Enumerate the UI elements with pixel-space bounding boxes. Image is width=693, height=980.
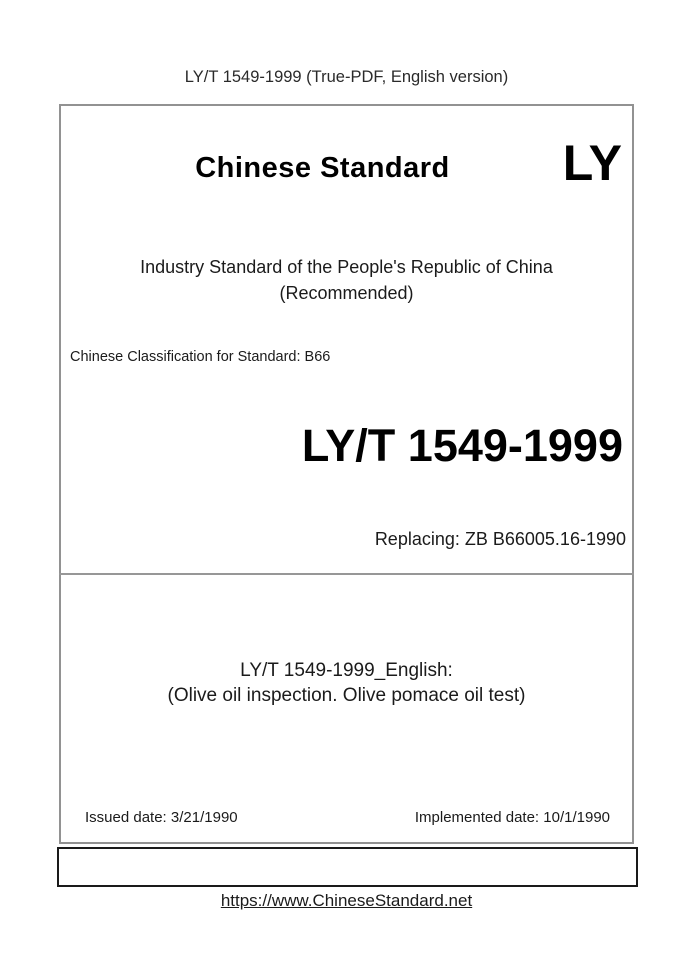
empty-stamp-box bbox=[57, 847, 638, 887]
standard-number: LY/T 1549-1999 bbox=[301, 420, 623, 471]
issued-date-label: Issued date: 3/21/1990 bbox=[85, 809, 238, 826]
standard-body-logo: LY bbox=[562, 135, 622, 191]
org-line-recommended: (Recommended) bbox=[279, 283, 414, 303]
org-lines bbox=[61, 254, 632, 306]
dates-row bbox=[85, 809, 610, 826]
section-divider bbox=[59, 573, 634, 575]
english-title-line2: (Olive oil inspection. Olive pomace oil test) bbox=[167, 685, 526, 706]
website-link[interactable]: https://www.ChineseStandard.net bbox=[220, 891, 473, 910]
page-footer bbox=[0, 891, 693, 911]
cover-box bbox=[59, 104, 634, 844]
replacing-label: Replacing: ZB B66005.16-1990 bbox=[374, 529, 626, 549]
document-header-label: LY/T 1549-1999 (True-PDF, English version) bbox=[184, 68, 509, 86]
org-line-country: Industry Standard of the People's Republic of China bbox=[140, 257, 553, 277]
english-title bbox=[61, 658, 632, 708]
brand-title: Chinese Standard bbox=[195, 152, 450, 184]
classification-label: Chinese Classification for Standard: B66 bbox=[70, 349, 331, 365]
english-title-line1: LY/T 1549-1999_English: bbox=[240, 660, 453, 681]
implemented-date-label: Implemented date: 10/1/1990 bbox=[414, 809, 610, 826]
